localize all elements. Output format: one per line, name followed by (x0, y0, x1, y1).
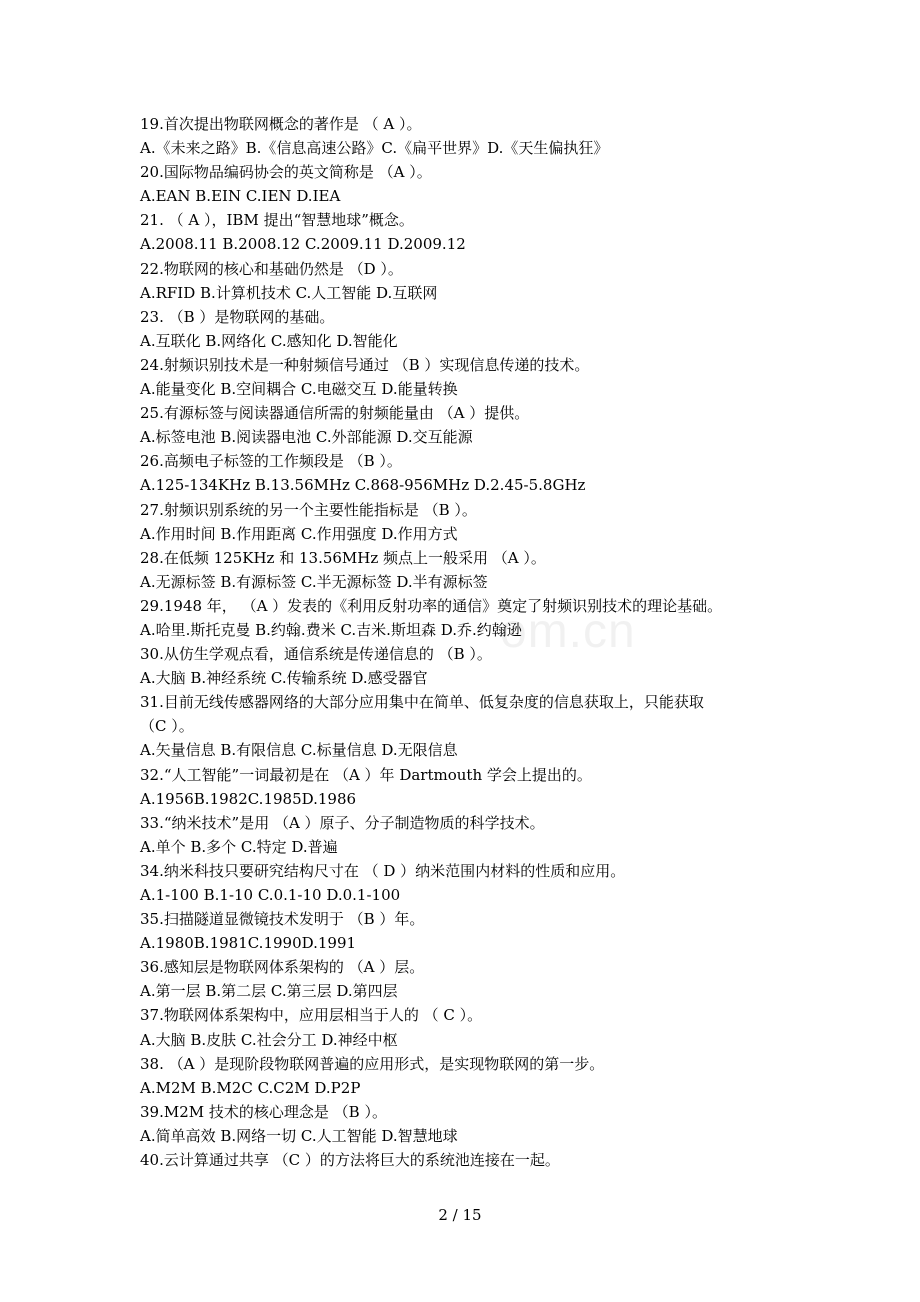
answer-options: A.标签电池 B.阅读器电池 C.外部能源 D.交互能源 (140, 428, 473, 447)
answer-options: A.1956B.1982C.1985D.1986 (140, 789, 357, 808)
answer-options: A.大脑 B.皮肤 C.社会分工 D.神经中枢 (140, 1030, 398, 1049)
answer-options: A.哈里.斯托克曼 B.约翰.费米 C.吉米.斯坦森 D.乔.约翰逊 (140, 620, 522, 639)
answer-options: A.125-134KHz B.13.56MHz C.868-956MHz D.2.45-5.8GHz (140, 476, 586, 495)
answer-options: A.2008.11 B.2008.12 C.2009.11 D.2009.12 (140, 235, 466, 254)
question-text: 26.高频电子标签的工作频段是 （B ）。 (140, 452, 402, 471)
answer-options: A.单个 B.多个 C.特定 D.普遍 (140, 837, 338, 856)
question-text: 39.M2M 技术的核心理念是 （B ）。 (140, 1102, 387, 1121)
question-text: 22.物联网的核心和基础仍然是 （D ）。 (140, 259, 403, 278)
question-list (140, 112, 790, 1172)
question-text: 30.从仿生学观点看，通信系统是传递信息的 （B ）。 (140, 645, 492, 664)
answer-options: A.互联化 B.网络化 C.感知化 D.智能化 (140, 331, 398, 350)
answer-options: A.M2M B.M2C C.C2M D.P2P (140, 1078, 361, 1097)
page-number: 2 / 15 (438, 1206, 482, 1224)
question-text: 27.射频识别系统的另一个主要性能指标是 （B ）。 (140, 500, 477, 519)
question-text: 21. （ A ），IBM 提出“智慧地球”概念。 (140, 211, 414, 230)
question-text: 35.扫描隧道显微镜技术发明于 （B ）年。 (140, 910, 425, 929)
answer-options: A.简单高效 B.网络一切 C.人工智能 D.智慧地球 (140, 1126, 458, 1145)
question-text: 34.纳米科技只要研究结构尺寸在 （ D ）纳米范围内材料的性质和应用。 (140, 861, 626, 880)
question-text: 28.在低频 125KHz 和 13.56MHz 频点上一般采用 （A ）。 (140, 548, 546, 567)
question-text: 37.物联网体系架构中，应用层相当于人的 （ C ）。 (140, 1006, 483, 1025)
answer-options: A.1-100 B.1-10 C.0.1-10 D.0.1-100 (140, 886, 401, 904)
watermark: om.cn (500, 605, 636, 658)
answer-options: A.第一层 B.第二层 C.第三层 D.第四层 (140, 982, 398, 1001)
answer-options: A.矢量信息 B.有限信息 C.标量信息 D.无限信息 (140, 741, 458, 760)
answer-options: A.1980B.1981C.1990D.1991 (140, 934, 357, 953)
question-text: 33.“纳米技术”是用 （A ）原子、分子制造物质的科学技术。 (140, 813, 545, 832)
answer-options: A.作用时间 B.作用距离 C.作用强度 D.作用方式 (140, 524, 458, 543)
question-text: 24.射频识别技术是一种射频信号通过 （B ）实现信息传递的技术。 (140, 355, 590, 374)
question-text: 25.有源标签与阅读器通信所需的射频能量由 （A ）提供。 (140, 404, 530, 423)
answer-options: A.大脑 B.神经系统 C.传输系统 D.感受器官 (140, 669, 428, 688)
question-text: 32.“人工智能”一词最初是在 （A ）年 Dartmouth 学会上提出的。 (140, 765, 592, 784)
question-text: 20.国际物品编码协会的英文简称是 （A ）。 (140, 163, 432, 182)
answer-options: A.EAN B.EIN C.IEN D.IEA (140, 187, 341, 206)
question-text: 38. （A ）是现阶段物联网普遍的应用形式，是实现物联网的第一步。 (140, 1054, 605, 1073)
question-text: 36.感知层是物联网体系架构的 （A ）层。 (140, 958, 425, 977)
question-text: 31.目前无线传感器网络的大部分应用集中在简单、低复杂度的信息获取上，只能获取 (140, 693, 704, 712)
question-text: 40.云计算通过共享 （C ）的方法将巨大的系统池连接在一起。 (140, 1151, 560, 1170)
question-text: （C ）。 (140, 717, 194, 736)
answer-options: A.能量变化 B.空间耦合 C.电磁交互 D.能量转换 (140, 380, 458, 399)
question-text: 29.1948 年， （A ）发表的《利用反射功率的通信》奠定了射频识别技术的理论基础。 (140, 596, 723, 615)
answer-options: A.《未来之路》B.《信息高速公路》C.《扁平世界》D.《天生偏执狂》 (140, 139, 609, 158)
answer-options: A.无源标签 B.有源标签 C.半无源标签 D.半有源标签 (140, 572, 488, 591)
question-text: 19.首次提出物联网概念的著作是 （ A ）。 (140, 115, 422, 133)
question-text: 23. （B ）是物联网的基础。 (140, 307, 335, 326)
answer-options: A.RFID B.计算机技术 C.人工智能 D.互联网 (140, 283, 438, 302)
